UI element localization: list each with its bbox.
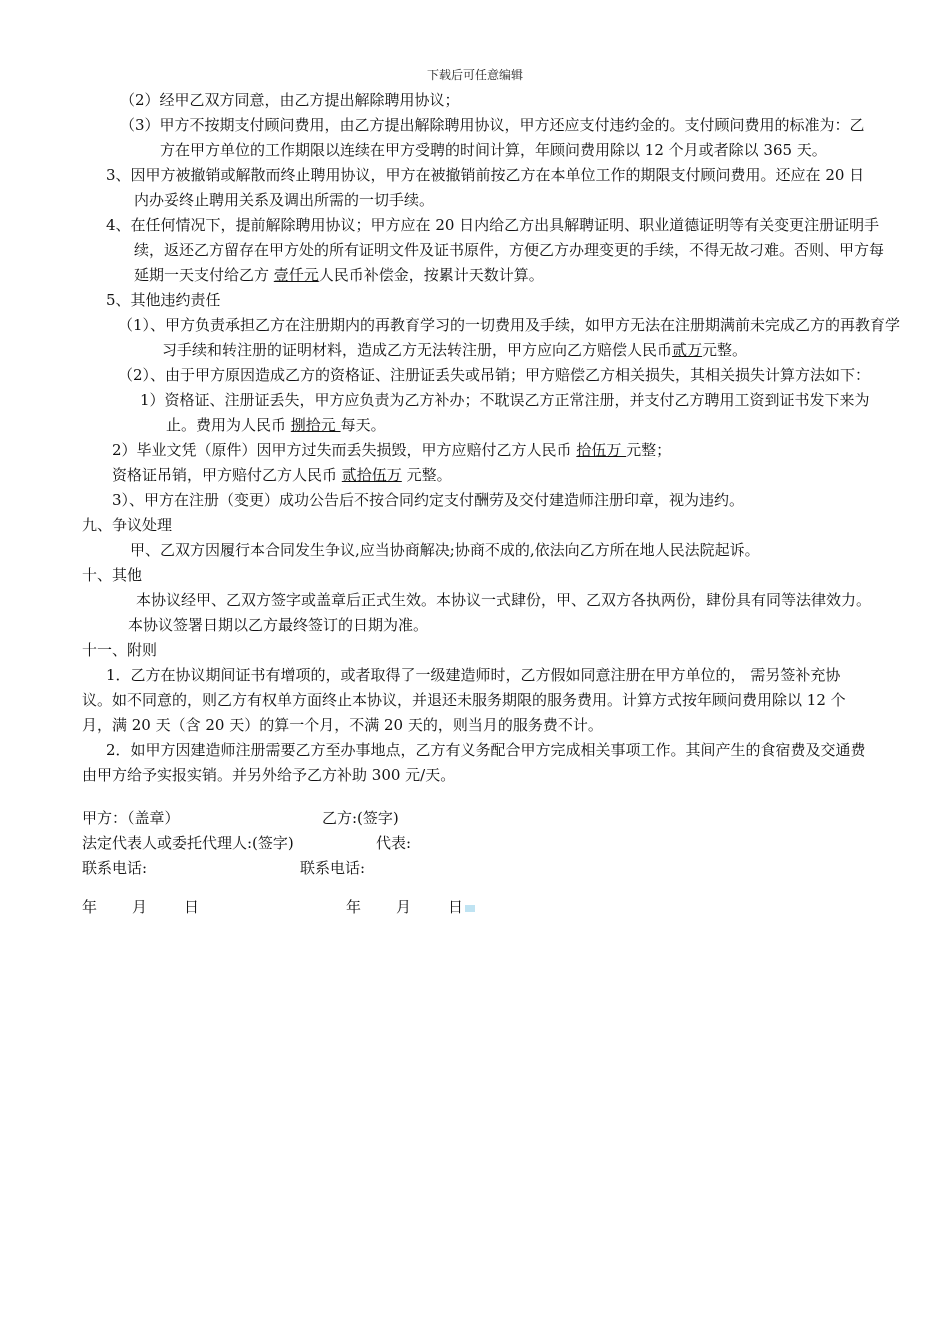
date-b-year: 年	[346, 898, 362, 916]
clause-4-text: 4、在任何情况下，提前解除聘用协议；甲方应在 20 日内给乙方出具解聘证明、职业道德证明等有关变更注册证明手续，返还乙方留存在甲方处的所有证明文件及证书原件，方便乙方办理变更的手续，不得无故刁难。否则、甲方每延期一天支付给乙方	[106, 216, 885, 284]
clause-5-2-1-amount: 捌拾元	[290, 416, 341, 434]
section-10-text: 本协议经甲、乙双方签字或盖章后正式生效。本协议一式肆份，甲、乙双方各执两份，肆份具有同等法律效力。	[136, 591, 872, 609]
page-header: 下载后可任意编辑	[426, 68, 523, 82]
date-a-month: 月	[132, 898, 148, 916]
clause-5-1-text: （1）、甲方负责承担乙方在注册期内的再教育学习的一切费用及手续，如甲方无法在注册期满前未完成乙方的再教育学习手续和转注册的证明材料，造成乙方无法转注册，甲方应向乙方赔偿人民币	[118, 316, 901, 359]
clause-5-1-amount: 贰万	[672, 341, 703, 359]
section-11-item-2: 2．如甲方因建造师注册需要乙方至办事地点，乙方有义务配合甲方完成相关事项工作。其间产生的食宿费及交通费由甲方给予实报实销。并另外给予乙方补助 300 元/天。	[82, 741, 866, 784]
signature-row-1	[0, 806, 950, 831]
date-b-month: 月	[396, 898, 412, 916]
clause-5-2-3-text: 资格证吊销，甲方赔付乙方人民币	[112, 466, 342, 484]
clause-5-2-1-text: 1）资格证、注册证丢失，甲方应负责为乙方补办；不耽误乙方正常注册，并支付乙方聘用工资到证书发下来为止。费用为人民币	[140, 391, 870, 434]
clause-3-wrap	[106, 163, 868, 213]
clause-5-2: （2）、由于甲方原因造成乙方的资格证、注册证丢失或吊销；甲方赔偿乙方相关损失，其相关损失计算方法如下：	[118, 366, 871, 384]
clause-5-2-3-text-end: 元整。	[401, 466, 452, 484]
clause-4-amount: 壹仟元	[273, 266, 319, 284]
paragraph-3-wrap	[120, 113, 868, 163]
spacer	[0, 788, 950, 806]
clause-5-1-text-end: 元整。	[702, 341, 748, 359]
clause-5-2-2-text-end: 元整；	[626, 441, 672, 459]
phone-b-label: 联系电话:	[300, 859, 366, 877]
phone-a-label: 联系电话:	[82, 859, 148, 877]
clause-5-2-1	[140, 388, 894, 438]
clause-5-2-2-text: 2）毕业文凭（原件）因甲方过失而丢失损毁，甲方应赔付乙方人民币	[112, 441, 577, 459]
section-10-title: 十、其他	[82, 566, 143, 584]
section-11-title: 十一、附则	[82, 641, 158, 659]
date-a-day: 日	[184, 898, 200, 916]
clause-5-2-2	[112, 438, 950, 463]
party-a-label: 甲方：（盖章）	[82, 809, 180, 827]
cursor-marker-icon	[465, 905, 475, 912]
paragraph-2: （2）经甲乙双方同意，由乙方提出解除聘用协议；	[120, 91, 460, 109]
paragraph-3: （3）甲方不按期支付顾问费用，由乙方提出解除聘用协议，甲方还应支付违约金的。支付顾问费用的标准为：乙方在甲方单位的工作期限以连续在甲方受聘的时间计算，年顾问费用除以 12 个月或者除以 365 天。	[120, 116, 865, 159]
date-row	[0, 895, 950, 920]
date-b-day-text: 日	[448, 898, 464, 916]
clause-5-2-1-text-end: 每天。	[340, 416, 386, 434]
clause-5-title: 5、其他违约责任	[106, 291, 221, 309]
clause-5-2-3	[112, 463, 950, 488]
section-9-text: 甲、乙双方因履行本合同发生争议,应当协商解决;协商不成的,依法向乙方所在地人民法院起诉。	[130, 541, 760, 559]
section-10-text-2: 本协议签署日期以乙方最终签订的日期为准。	[128, 616, 429, 634]
section-9-title: 九、争议处理	[82, 516, 173, 534]
rep-label: 代表:	[376, 834, 412, 852]
section-11-item-1: 1．乙方在协议期间证书有增项的，或者取得了一级建造师时，乙方假如同意注册在甲方单位的， 需另签补充协议。如不同意的，则乙方有权单方面终止本协议，并退还未服务期限的服务费用。计算方式按年顾问费用除以 12 个月，满 20 天（含 20 天）的算一个月，不满 20 天的，则当月的服务费不计。	[82, 666, 846, 734]
document-body	[0, 88, 950, 920]
clause-5-2-3-amount: 贰拾伍万	[341, 466, 402, 484]
clause-5-3: 3）、甲方在注册（变更）成功公告后不按合同约定支付酬劳及交付建造师注册印章，视为违约。	[112, 491, 745, 509]
clause-4	[106, 213, 896, 288]
date-a-year: 年	[82, 898, 98, 916]
party-b-label: 乙方:(签字)	[322, 809, 399, 827]
spacer	[0, 881, 950, 895]
clause-5-1	[118, 313, 912, 363]
signature-row-2	[0, 831, 950, 856]
clause-5-2-2-amount: 拾伍万	[576, 441, 627, 459]
clause-3: 3、因甲方被撤销或解散而终止聘用协议，甲方在被撤销前按乙方在本单位工作的期限支付顾问费用。还应在 20 日内办妥终止聘用关系及调出所需的一切手续。	[106, 166, 865, 209]
signature-row-3	[0, 856, 950, 881]
date-b-day	[448, 895, 475, 920]
legal-rep-label: 法定代表人或委托代理人:(签字)	[82, 834, 294, 852]
clause-4-text-end: 人民币补偿金，按累计天数计算。	[318, 266, 544, 284]
